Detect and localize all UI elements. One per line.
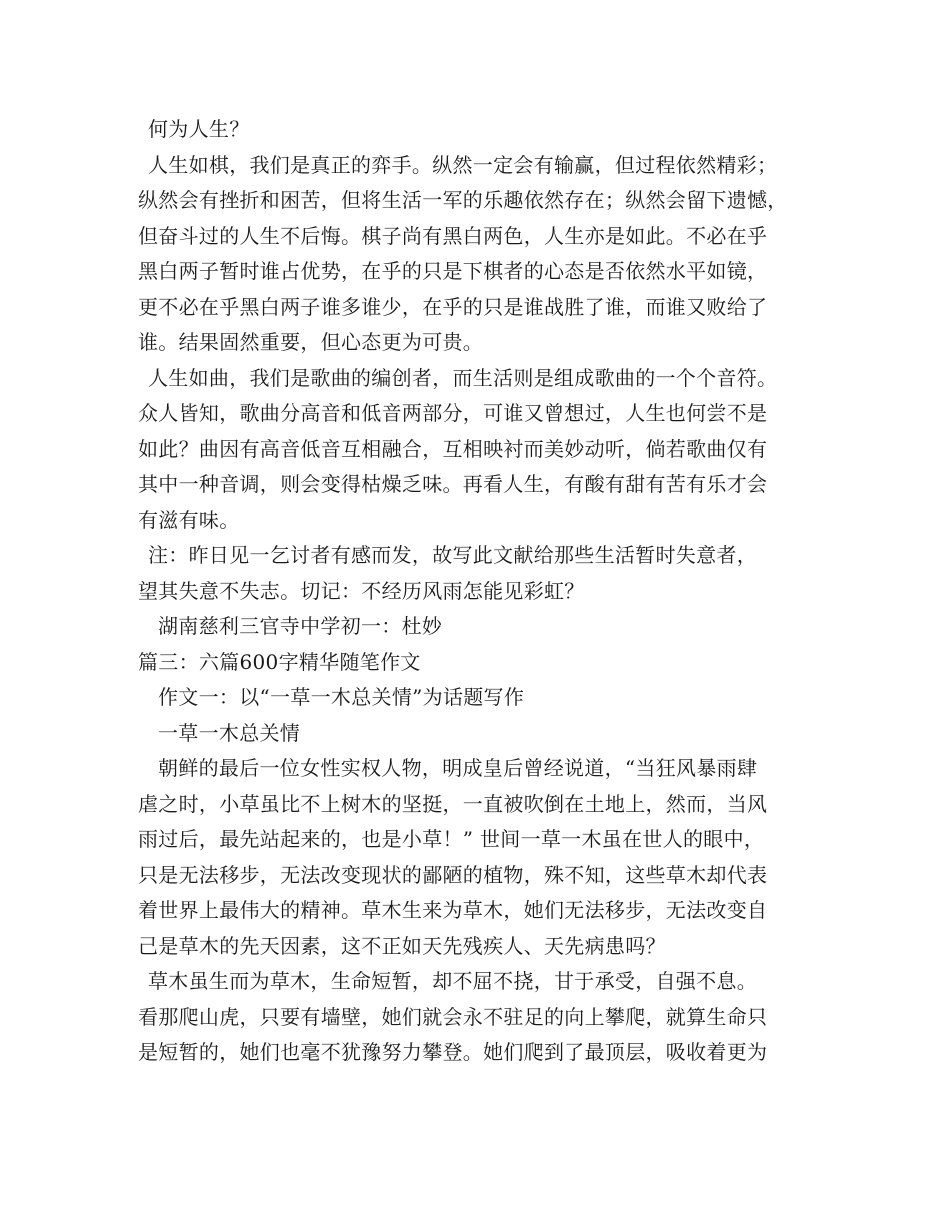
paragraph-line: 众人皆知，歌曲分高音和低音两部分，可谁又曾想过，人生也何尝不是 bbox=[138, 401, 768, 425]
paragraph-line: 谁。结果固然重要，但心态更为可贵。 bbox=[138, 330, 484, 354]
note-line: 注：昨日见一乞讨者有感而发，故写此文献给那些生活暂时失意者， bbox=[148, 543, 757, 567]
essay-title: 作文一：以“一草一木总关情”为话题写作 bbox=[158, 685, 525, 709]
paragraph-line: 己是草木的先天因素，这不正如天先残疾人、天先病患吗？ bbox=[138, 933, 666, 958]
section-heading: 篇三：六篇600字精华随笔作文 bbox=[138, 649, 421, 674]
paragraph-line: 如此？曲因有高音低音互相融合，互相映衬而美妙动听，倘若歌曲仅有 bbox=[138, 436, 768, 461]
paragraph-line: 草木虽生而为草木，生命短暂，却不屈不挠，甘于承受，自强不息。 bbox=[148, 969, 757, 993]
author-line: 湖南慈利三官寺中学初一：杜妙 bbox=[158, 614, 443, 638]
paragraph-line: 朝鲜的最后一位女性实权人物，明成皇后曾经说道，“当狂风暴雨肆 bbox=[158, 756, 758, 780]
paragraph-line: 但奋斗过的人生不后悔。棋子尚有黑白两色，人生亦是如此。不必在乎 bbox=[138, 223, 768, 248]
paragraph-line: 着世界上最伟大的精神。草木生来为草木，她们无法移步，无法改变自 bbox=[138, 898, 768, 922]
paragraph-line: 虐之时，小草虽比不上树木的坚挺，一直被吹倒在土地上，然而，当风 bbox=[138, 791, 768, 816]
question-heading: 何为人生？ bbox=[148, 117, 250, 141]
paragraph-line: 其中一种音调，则会变得枯燥乏味。再看人生，有酸有甜有苦有乐才会 bbox=[138, 472, 768, 496]
paragraph-line: 看那爬山虎，只要有墙壁，她们就会永不驻足的向上攀爬，就算生命只 bbox=[138, 1004, 768, 1029]
paragraph-line: 纵然会有挫折和困苦，但将生活一军的乐趣依然存在；纵然会留下遗憾， bbox=[138, 188, 788, 212]
paragraph-line: 人生如曲，我们是歌曲的编创者，而生活则是组成歌曲的一个个音符。 bbox=[148, 365, 778, 390]
paragraph-line: 只是无法移步，无法改变现状的鄙陋的植物，殊不知，这些草木却代表 bbox=[138, 862, 768, 887]
paragraph-line: 是短暂的，她们也毫不犹豫努力攀登。她们爬到了最顶层，吸收着更为 bbox=[138, 1040, 768, 1064]
article-body bbox=[138, 112, 828, 1071]
essay-subtitle: 一草一木总关情 bbox=[158, 720, 301, 745]
paragraph-line: 雨过后，最先站起来的，也是小草！” 世间一草一木虽在世人的眼中， bbox=[138, 827, 765, 851]
paragraph-line: 有滋有味。 bbox=[138, 507, 240, 532]
paragraph-line: 人生如棋，我们是真正的弈手。纵然一定会有输赢，但过程依然精彩； bbox=[148, 152, 778, 177]
paragraph-line: 更不必在乎黑白两子谁多谁少，在乎的只是谁战胜了谁，而谁又败给了 bbox=[138, 294, 768, 319]
note-line: 望其失意不失志。切记：不经历风雨怎能见彩虹？ bbox=[138, 578, 585, 603]
paragraph-line: 黑白两子暂时谁占优势，在乎的只是下棋者的心态是否依然水平如镜， bbox=[138, 259, 768, 283]
